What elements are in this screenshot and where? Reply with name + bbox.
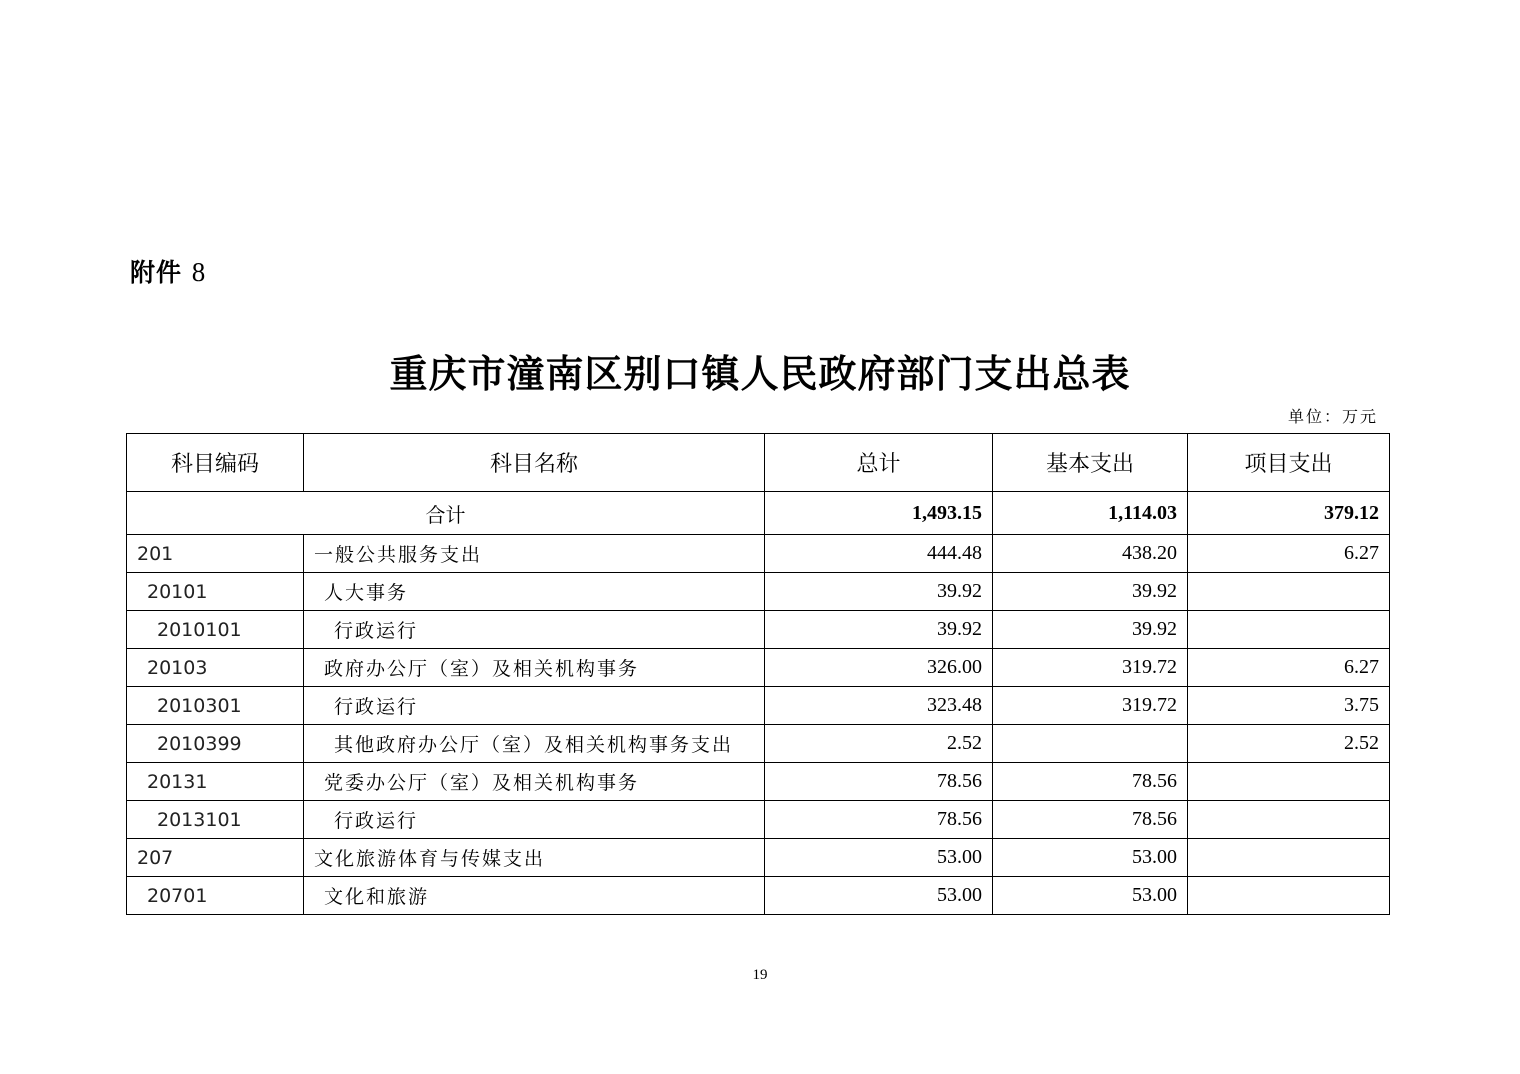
total-project: 379.12 bbox=[1188, 492, 1390, 535]
total-row bbox=[127, 492, 1390, 535]
total-basic: 1,114.03 bbox=[993, 492, 1188, 535]
table-row bbox=[127, 687, 1390, 725]
table-row bbox=[127, 611, 1390, 649]
row-basic: 39.92 bbox=[993, 611, 1188, 649]
row-basic: 53.00 bbox=[993, 877, 1188, 915]
header-name: 科目名称 bbox=[304, 434, 765, 492]
row-project: 6.27 bbox=[1188, 649, 1390, 687]
table-row bbox=[127, 535, 1390, 573]
attachment-number: 8 bbox=[191, 257, 207, 287]
page-title: 重庆市潼南区别口镇人民政府部门支出总表 bbox=[389, 351, 1131, 396]
row-project bbox=[1188, 839, 1390, 877]
row-total: 78.56 bbox=[765, 763, 993, 801]
header-project: 项目支出 bbox=[1188, 434, 1390, 492]
row-code: 207 bbox=[127, 839, 304, 877]
row-total: 53.00 bbox=[765, 839, 993, 877]
row-name: 文化和旅游 bbox=[304, 877, 765, 915]
row-basic: 78.56 bbox=[993, 763, 1188, 801]
row-name: 其他政府办公厅（室）及相关机构事务支出 bbox=[304, 725, 765, 763]
row-total: 444.48 bbox=[765, 535, 993, 573]
row-name: 行政运行 bbox=[304, 687, 765, 725]
row-total: 53.00 bbox=[765, 877, 993, 915]
row-total: 323.48 bbox=[765, 687, 993, 725]
row-name: 人大事务 bbox=[304, 573, 765, 611]
total-total: 1,493.15 bbox=[765, 492, 993, 535]
row-project bbox=[1188, 763, 1390, 801]
row-project bbox=[1188, 611, 1390, 649]
header-total: 总计 bbox=[765, 434, 993, 492]
table-row bbox=[127, 801, 1390, 839]
row-code: 2010399 bbox=[127, 725, 304, 763]
row-code: 2013101 bbox=[127, 801, 304, 839]
row-project bbox=[1188, 877, 1390, 915]
attachment-text: 附件 bbox=[130, 258, 183, 287]
table-row bbox=[127, 573, 1390, 611]
row-name: 党委办公厅（室）及相关机构事务 bbox=[304, 763, 765, 801]
row-basic: 438.20 bbox=[993, 535, 1188, 573]
row-name: 行政运行 bbox=[304, 611, 765, 649]
table-row bbox=[127, 763, 1390, 801]
row-name: 文化旅游体育与传媒支出 bbox=[304, 839, 765, 877]
row-project: 6.27 bbox=[1188, 535, 1390, 573]
header-basic: 基本支出 bbox=[993, 434, 1188, 492]
row-project bbox=[1188, 801, 1390, 839]
header-code: 科目编码 bbox=[127, 434, 304, 492]
row-code: 20131 bbox=[127, 763, 304, 801]
unit-label: 单位：万元 bbox=[1287, 407, 1378, 426]
attachment-label bbox=[130, 253, 206, 289]
table-row bbox=[127, 725, 1390, 763]
row-basic bbox=[993, 725, 1188, 763]
page-number: 19 bbox=[752, 967, 768, 983]
row-total: 78.56 bbox=[765, 801, 993, 839]
row-name: 行政运行 bbox=[304, 801, 765, 839]
row-code: 201 bbox=[127, 535, 304, 573]
row-project: 3.75 bbox=[1188, 687, 1390, 725]
row-project: 2.52 bbox=[1188, 725, 1390, 763]
row-basic: 53.00 bbox=[993, 839, 1188, 877]
row-total: 2.52 bbox=[765, 725, 993, 763]
row-code: 20701 bbox=[127, 877, 304, 915]
row-basic: 39.92 bbox=[993, 573, 1188, 611]
table-row bbox=[127, 649, 1390, 687]
row-code: 2010101 bbox=[127, 611, 304, 649]
row-basic: 319.72 bbox=[993, 687, 1188, 725]
row-name: 一般公共服务支出 bbox=[304, 535, 765, 573]
table-row bbox=[127, 877, 1390, 915]
expenditure-table bbox=[126, 433, 1390, 915]
row-code: 2010301 bbox=[127, 687, 304, 725]
row-code: 20103 bbox=[127, 649, 304, 687]
row-total: 326.00 bbox=[765, 649, 993, 687]
row-project bbox=[1188, 573, 1390, 611]
row-total: 39.92 bbox=[765, 611, 993, 649]
row-total: 39.92 bbox=[765, 573, 993, 611]
row-basic: 78.56 bbox=[993, 801, 1188, 839]
table-row bbox=[127, 839, 1390, 877]
table-header-row bbox=[127, 434, 1390, 492]
row-name: 政府办公厅（室）及相关机构事务 bbox=[304, 649, 765, 687]
row-code: 20101 bbox=[127, 573, 304, 611]
total-label: 合计 bbox=[127, 492, 765, 535]
row-basic: 319.72 bbox=[993, 649, 1188, 687]
